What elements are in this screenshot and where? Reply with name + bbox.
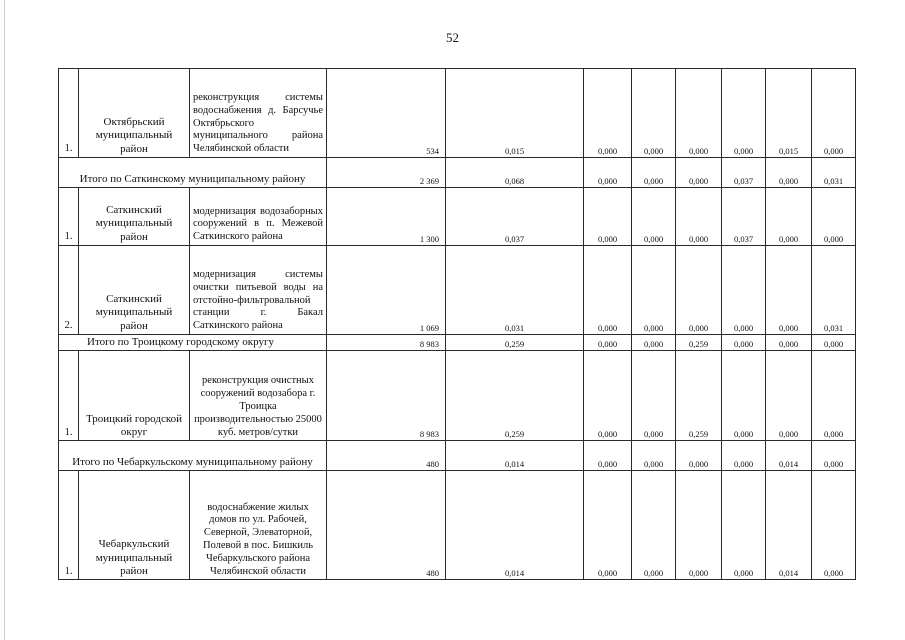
indicator-value: 0,015 bbox=[766, 69, 812, 158]
indicator-value: 0,000 bbox=[766, 351, 812, 441]
table-row bbox=[59, 351, 856, 441]
indicator-value: 0,000 bbox=[632, 246, 676, 335]
total-label: Итого по Саткинскому муниципальному району bbox=[59, 158, 327, 188]
indicator-value: 0,000 bbox=[584, 246, 632, 335]
indicator-value: 0,259 bbox=[676, 335, 722, 351]
table-total-row bbox=[59, 158, 856, 188]
district-name: Троицкий городской округ bbox=[79, 351, 190, 441]
indicator-value: 0,037 bbox=[722, 158, 766, 188]
project-description: модернизация системы очистки питьевой воды на отстойно-фильтровальной станции г. Бакал Саткинского района bbox=[190, 246, 327, 335]
project-description: водоснабжение жилых домов по ул. Рабочей, Северной, Элеваторной, Полевой в пос. Бишкиль Чебаркульского района Челябинской области bbox=[190, 471, 327, 580]
table-row bbox=[59, 246, 856, 335]
row-number: 1. bbox=[59, 69, 79, 158]
indicator-value: 0,000 bbox=[812, 471, 856, 580]
indicator-value: 0,068 bbox=[446, 158, 584, 188]
indicator-value: 0,014 bbox=[766, 471, 812, 580]
cost-value: 8 983 bbox=[327, 335, 446, 351]
indicator-value: 0,000 bbox=[584, 158, 632, 188]
indicator-value: 0,000 bbox=[676, 246, 722, 335]
indicator-value: 0,000 bbox=[584, 188, 632, 246]
cost-value: 534 bbox=[327, 69, 446, 158]
indicator-value: 0,000 bbox=[632, 471, 676, 580]
indicator-value: 0,000 bbox=[766, 335, 812, 351]
indicator-value: 0,000 bbox=[676, 188, 722, 246]
project-description: модернизация водозаборных сооружений в п. Межевой Саткинского района bbox=[190, 188, 327, 246]
indicator-value: 0,000 bbox=[632, 335, 676, 351]
indicator-value: 0,000 bbox=[812, 69, 856, 158]
total-label: Итого по Чебаркульскому муниципальному району bbox=[59, 441, 327, 471]
indicator-value: 0,000 bbox=[584, 335, 632, 351]
cost-value: 480 bbox=[327, 441, 446, 471]
indicator-value: 0,000 bbox=[766, 188, 812, 246]
total-label: Итого по Троицкому городскому округу bbox=[59, 335, 327, 351]
indicator-value: 0,000 bbox=[722, 351, 766, 441]
row-number: 1. bbox=[59, 471, 79, 580]
indicator-value: 0,000 bbox=[676, 471, 722, 580]
cost-value: 480 bbox=[327, 471, 446, 580]
indicator-value: 0,000 bbox=[676, 69, 722, 158]
indicator-value: 0,000 bbox=[722, 335, 766, 351]
district-name: Саткинский муниципальный район bbox=[79, 188, 190, 246]
investment-program-table bbox=[58, 68, 856, 580]
cost-value: 1 300 bbox=[327, 188, 446, 246]
indicator-value: 0,000 bbox=[584, 351, 632, 441]
table-row bbox=[59, 188, 856, 246]
indicator-value: 0,000 bbox=[584, 441, 632, 471]
indicator-value: 0,031 bbox=[812, 158, 856, 188]
indicator-value: 0,014 bbox=[446, 471, 584, 580]
indicator-value: 0,259 bbox=[676, 351, 722, 441]
indicator-value: 0,000 bbox=[722, 471, 766, 580]
indicator-value: 0,000 bbox=[812, 188, 856, 246]
indicator-value: 0,000 bbox=[722, 441, 766, 471]
indicator-value: 0,259 bbox=[446, 351, 584, 441]
cost-value: 2 369 bbox=[327, 158, 446, 188]
indicator-value: 0,000 bbox=[584, 471, 632, 580]
district-name: Октябрьский муниципальный район bbox=[79, 69, 190, 158]
indicator-value: 0,014 bbox=[766, 441, 812, 471]
district-name: Саткинский муниципальный район bbox=[79, 246, 190, 335]
indicator-value: 0,259 bbox=[446, 335, 584, 351]
indicator-value: 0,000 bbox=[812, 441, 856, 471]
table-row bbox=[59, 471, 856, 580]
row-number: 1. bbox=[59, 351, 79, 441]
indicator-value: 0,000 bbox=[812, 351, 856, 441]
indicator-value: 0,000 bbox=[812, 335, 856, 351]
indicator-value: 0,037 bbox=[446, 188, 584, 246]
indicator-value: 0,031 bbox=[812, 246, 856, 335]
table-total-row bbox=[59, 441, 856, 471]
indicator-value: 0,000 bbox=[676, 158, 722, 188]
indicator-value: 0,000 bbox=[722, 246, 766, 335]
indicator-value: 0,031 bbox=[446, 246, 584, 335]
cost-value: 1 069 bbox=[327, 246, 446, 335]
indicator-value: 0,000 bbox=[584, 69, 632, 158]
row-number: 2. bbox=[59, 246, 79, 335]
table-body bbox=[59, 69, 856, 580]
cost-value: 8 983 bbox=[327, 351, 446, 441]
indicator-value: 0,000 bbox=[722, 69, 766, 158]
table-total-row bbox=[59, 335, 856, 351]
district-name: Чебаркульский муниципальный район bbox=[79, 471, 190, 580]
indicator-value: 0,000 bbox=[632, 188, 676, 246]
indicator-value: 0,014 bbox=[446, 441, 584, 471]
indicator-value: 0,000 bbox=[632, 69, 676, 158]
indicator-value: 0,037 bbox=[722, 188, 766, 246]
project-description: реконструкция системы водоснабжения д. Барсучье Октябрьского муниципального района Челябинской области bbox=[190, 69, 327, 158]
indicator-value: 0,000 bbox=[676, 441, 722, 471]
page-margin-line bbox=[4, 0, 5, 640]
indicator-value: 0,000 bbox=[632, 351, 676, 441]
indicator-value: 0,000 bbox=[632, 158, 676, 188]
indicator-value: 0,000 bbox=[632, 441, 676, 471]
table-row bbox=[59, 69, 856, 158]
indicator-value: 0,000 bbox=[766, 158, 812, 188]
row-number: 1. bbox=[59, 188, 79, 246]
indicator-value: 0,015 bbox=[446, 69, 584, 158]
project-description: реконструкция очистных сооружений водозабора г. Троицка производительностью 25000 куб. метров/сутки bbox=[190, 351, 327, 441]
indicator-value: 0,000 bbox=[766, 246, 812, 335]
page-number: 52 bbox=[446, 30, 459, 45]
